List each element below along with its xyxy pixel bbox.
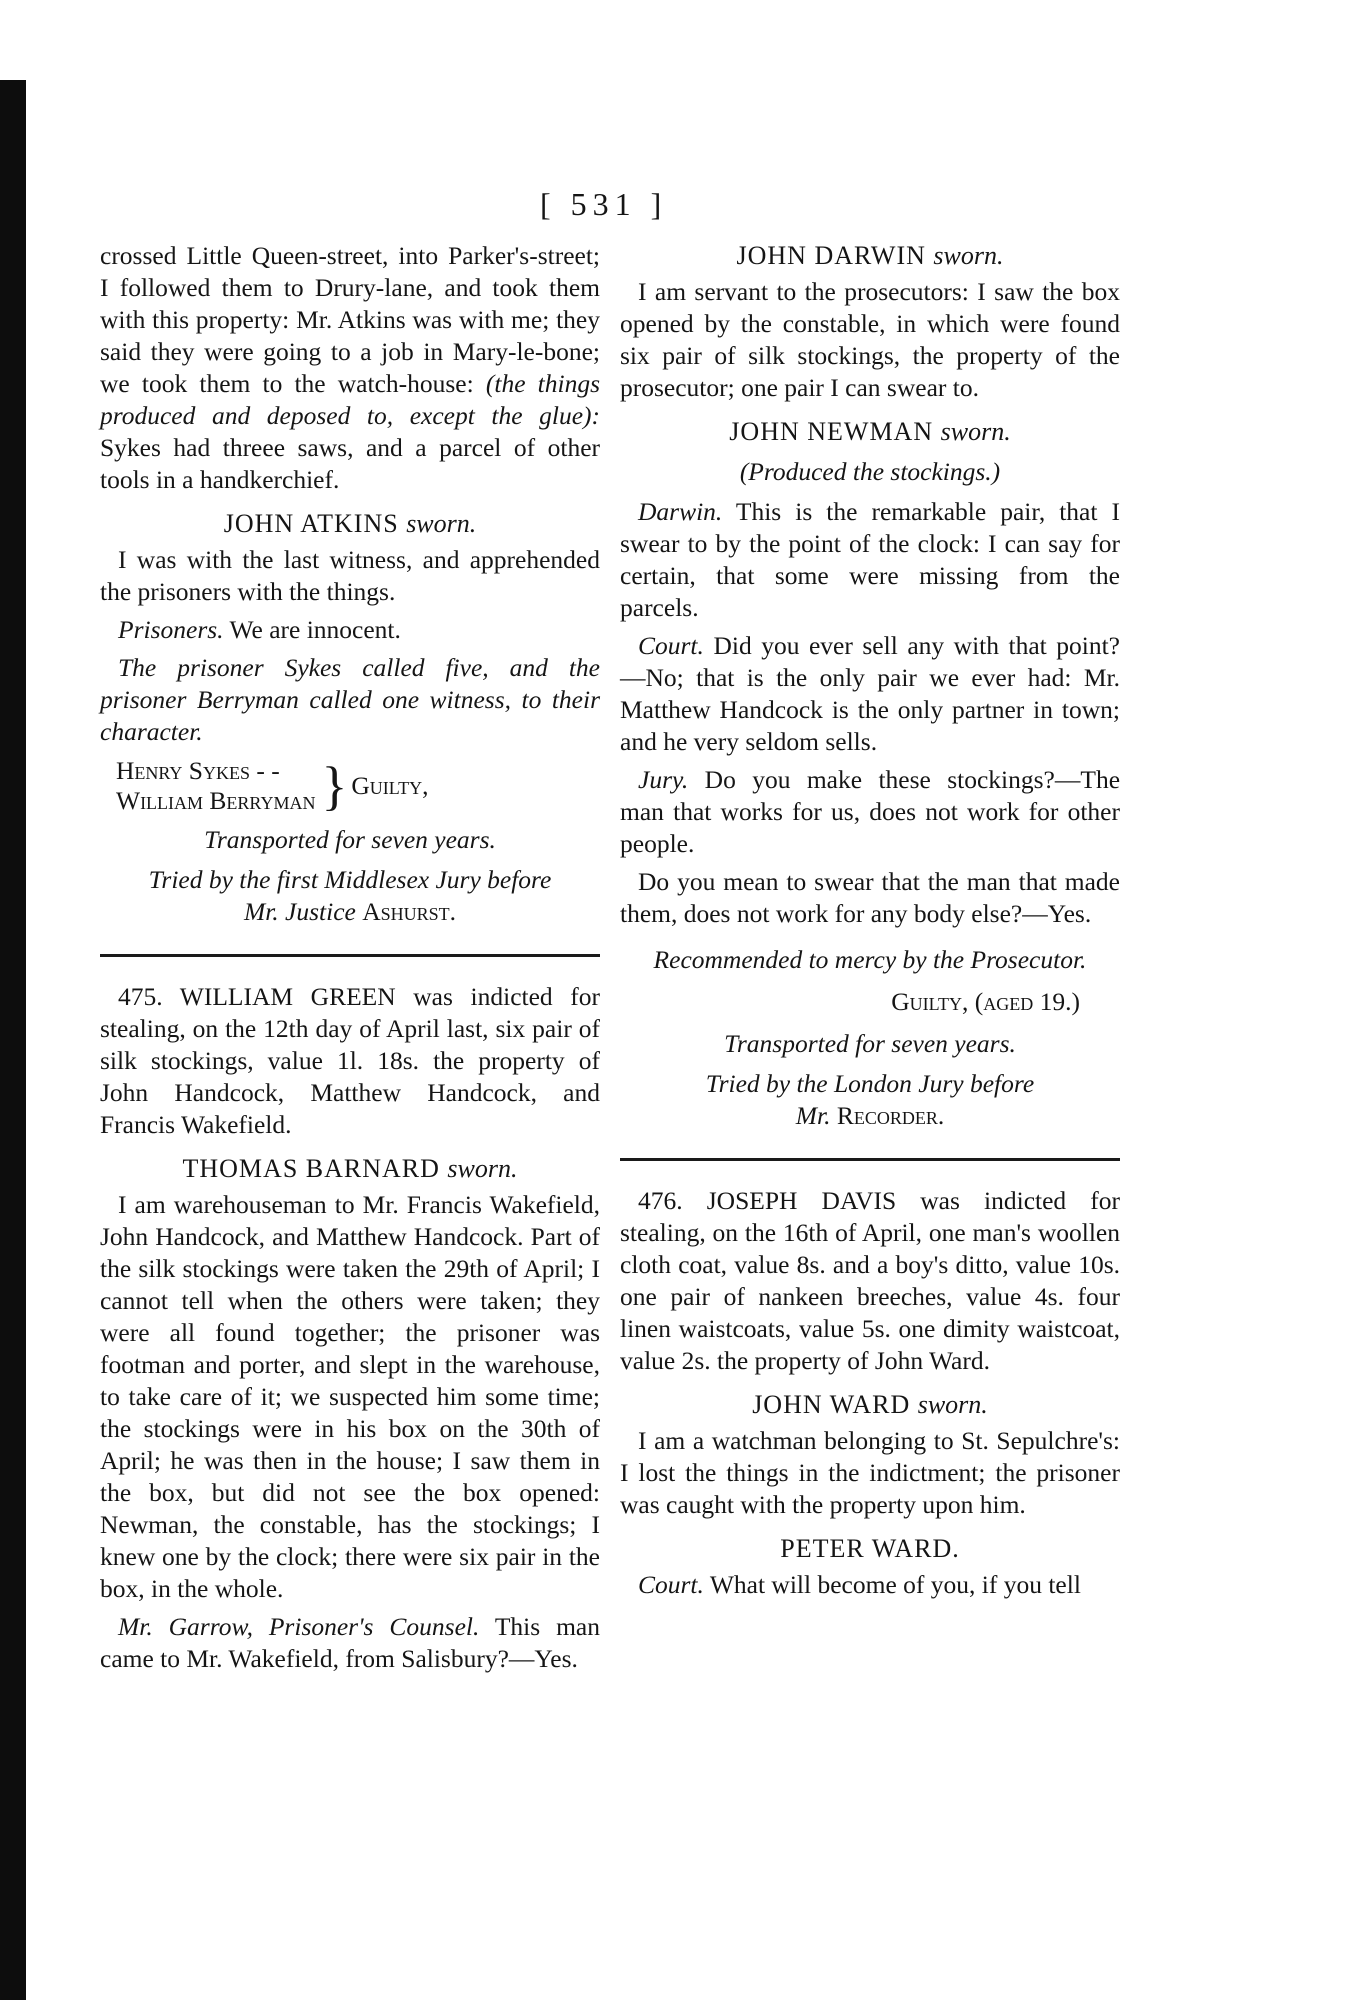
case-476-indictment: 476. JOSEPH DAVIS was indicted for stealing, on the 16th of April, one man's woollen cloth coat, value 8s. and a boy's ditto, value 10s. one pair of nankeen breeches, value 4s. four linen waistcoats, value 5s. one dimity waistcoat, value 2s. the property of John Ward. <box>620 1186 1120 1375</box>
left-column <box>100 240 600 1681</box>
defendant-name: William Berryman <box>116 786 316 815</box>
mercy-recommendation: Recommended to mercy by the Prosecutor. <box>653 945 1087 974</box>
section-divider <box>620 1158 1120 1161</box>
jury-note: Tried by the first Middlesex Jury before Mr. Justice Ashurst. <box>148 865 552 926</box>
section-divider <box>100 954 600 957</box>
witness-heading-peter-ward: PETER WARD. <box>780 1534 960 1563</box>
defendant-name: Henry Sykes - - <box>116 756 280 785</box>
testimony-darwin: I am servant to the prosecutors: I saw the box opened by the constable, in which were found six pair of silk stockings, the property of the prosecutor; one pair I can swear to. <box>620 277 1120 402</box>
book-spine-shadow <box>0 80 26 2000</box>
testimony-darwin-2: Darwin. This is the remarkable pair, that I swear to by the point of the clock: I can say for certain, that some were missing from the parcels. <box>620 497 1120 622</box>
right-column <box>620 240 1120 1607</box>
testimony-barnard: I am warehouseman to Mr. Francis Wakefield, John Handcock, and Matthew Handcock. Part of the silk stockings were taken the 29th of April; I cannot tell when the others were taken; they were all found together; the prisoner was footman and porter, and slept in the warehouse, to take care of it; we suspected him some time; the stockings were in his box on the 30th of April; he was then in the house; I saw them in the box, but did not see the box opened: Newman, the constable, has the stockings; I knew one by the clock; there were six pair in the box, in the whole. <box>100 1190 600 1603</box>
court-question: Court. Did you ever sell any with that point?—No; that is the only pair we ever had: Mr. Matthew Handcock is the only partner in town; and he very seldom sells. <box>620 631 1121 756</box>
sentence: Transported for seven years. <box>724 1029 1016 1058</box>
court-question: Court. What will become of you, if you tell <box>638 1570 1081 1599</box>
verdict-text: Guilty, <box>351 771 429 800</box>
character-witness-note: The prisoner Sykes called five, and the prisoner Berryman called one witness, to their character. <box>100 653 600 746</box>
jury-note: Tried by the London Jury before Mr. Recorder. <box>705 1069 1035 1130</box>
verdict-text: Guilty, (aged 19.) <box>891 987 1080 1016</box>
witness-heading-atkins: JOHN ATKINS sworn. <box>223 509 477 538</box>
testimony-paragraph: crossed Little Queen-street, into Parker's-street; I followed them to Drury-lane, and took them with this property: Mr. Atkins was with me; they said they were going to a job in Mary-le-bone; we took them to the watch-house: (the things produced and deposed to, except the glue): Sykes had threee saws, and a parcel of other tools in a handkerchief. <box>100 241 601 494</box>
follow-up-question: Do you mean to swear that the man that made them, does not work for any body else?—Yes. <box>620 867 1120 928</box>
jury-question: Jury. Do you make these stockings?—The man that works for us, does not work for other people. <box>620 765 1121 858</box>
testimony-ward: I am a watchman belonging to St. Sepulchre's: I lost the things in the indictment; the prisoner was caught with the property upon him. <box>620 1426 1120 1519</box>
prisoners-statement: Prisoners. We are innocent. <box>118 615 401 644</box>
counsel-question: Mr. Garrow, Prisoner's Counsel. This man came to Mr. Wakefield, from Salisbury?—Yes. <box>100 1612 601 1673</box>
witness-heading-barnard: THOMAS BARNARD sworn. <box>182 1154 518 1183</box>
witness-heading-darwin: JOHN DARWIN sworn. <box>736 241 1004 270</box>
verdict-block <box>116 756 600 816</box>
produced-note: (Produced the stockings.) <box>739 457 1001 486</box>
testimony-atkins: I was with the last witness, and apprehended the prisoners with the things. <box>100 545 600 606</box>
page-number: [ 531 ] <box>540 186 668 222</box>
sentence: Transported for seven years. <box>204 825 496 854</box>
case-475-indictment: 475. WILLIAM GREEN was indicted for stealing, on the 12th day of April last, six pair of silk stockings, value 1l. 18s. the property of John Handcock, Matthew Handcock, and Francis Wakefield. <box>100 982 600 1139</box>
witness-heading-newman: JOHN NEWMAN sworn. <box>729 417 1011 446</box>
witness-heading-ward: JOHN WARD sworn. <box>752 1390 988 1419</box>
brace-glyph: } <box>321 756 348 816</box>
